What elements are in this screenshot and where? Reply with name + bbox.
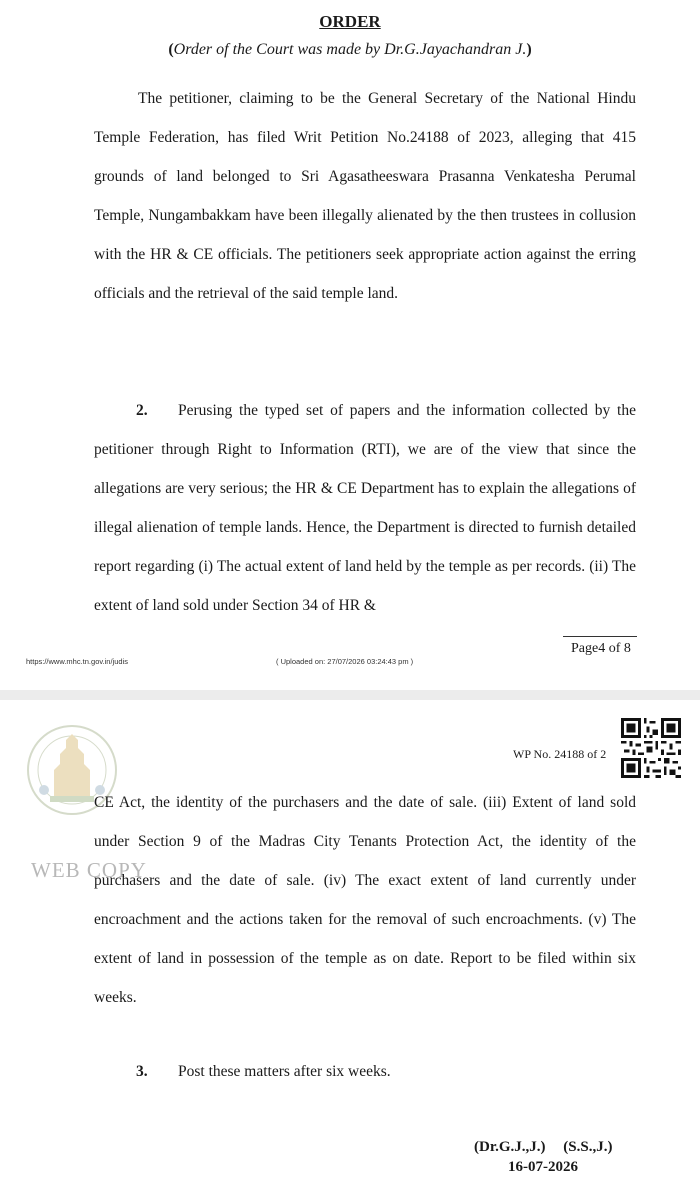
paragraph-3 xyxy=(94,1052,636,1091)
web-copy-watermark: WEB COPY xyxy=(31,858,147,882)
paragraph-2-number: 2. xyxy=(136,402,148,419)
paragraph-2 xyxy=(94,391,636,625)
page-number-rule xyxy=(563,636,637,637)
paragraph-1 xyxy=(94,79,636,313)
subtitle-open-paren: ( xyxy=(168,41,174,58)
page-number: Page4 of 8 xyxy=(571,641,631,656)
qr-code-icon xyxy=(621,718,681,778)
page-divider xyxy=(0,690,700,700)
paragraph-3-text: Post these matters after six weeks. xyxy=(178,1063,391,1080)
paragraph-2-continued: CE Act, the identity of the purchasers and the date of sale. (iii) Extent of land sold under Section 9 of the Madras City Tenants Protection Act, the identity of the purchasers and the date of sale. (iv) The exact extent of land currently under encroachment and the actions taken for the removal of such encroachments. (v) The extent of land in possession of the temple as on date. Report to be filed within six weeks. xyxy=(94,794,636,1006)
footer-url[interactable]: https://www.mhc.tn.gov.in/judis xyxy=(26,657,128,666)
paragraph-2-text: Perusing the typed set of papers and the information collected by the petitioner through Right to Information (RTI), we are of the view that since the allegations are very serious; the HR & CE Department has to explain the allegations of illegal alienation of temple lands. Hence, the Department is directed to furnish detailed report regarding (i) The actual extent of land held by the temple as per records. (ii) The extent of land sold under Section 34 of HR & xyxy=(94,402,636,614)
judge-signatures: (Dr.G.J.,J.) (S.S.,J.) xyxy=(474,1139,613,1155)
paragraph-3-number: 3. xyxy=(136,1063,148,1080)
footer-upload-timestamp: ( Uploaded on: 27/07/2026 03:24:43 pm ) xyxy=(276,657,414,666)
subtitle-text: Order of the Court was made by Dr.G.Jayachandran J. xyxy=(173,41,527,58)
order-subtitle xyxy=(0,41,700,59)
subtitle-close-paren: ) xyxy=(526,41,532,58)
paragraph-1-text: The petitioner, claiming to be the General Secretary of the National Hindu Temple Federation, has filed Writ Petition No.24188 of 2023, alleging that 415 grounds of land belonged to Sri Agasatheeswara Prasanna Venkatesha Perumal Temple, Nungambakkam have been illegally alienated by the then trustees in collusion with the HR & CE officials. The petitioners seek appropriate action against the erring officials and the retrieval of the said temple land. xyxy=(94,90,636,302)
order-date: 16-07-2026 xyxy=(508,1159,578,1175)
order-title: ORDER xyxy=(319,12,381,31)
wp-number-header: WP No. 24188 of 2 xyxy=(513,747,607,761)
